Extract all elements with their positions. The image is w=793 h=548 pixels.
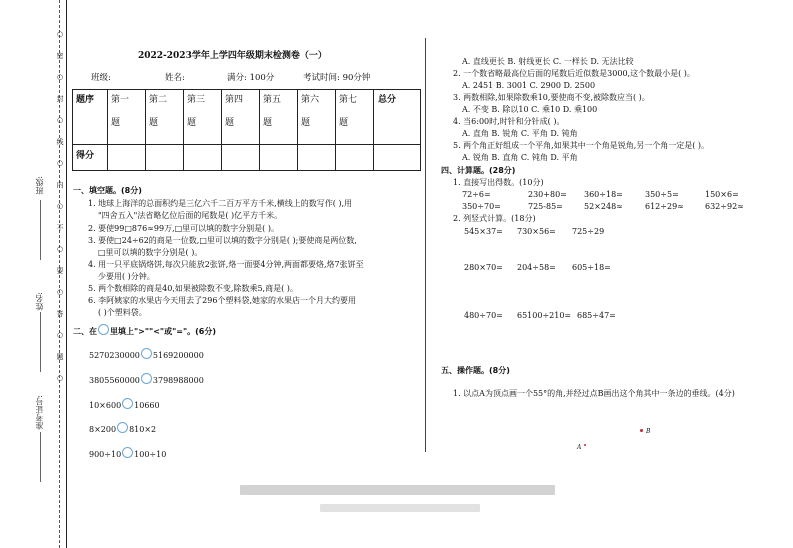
point-b-marker (640, 429, 643, 432)
q1-line2: "四舍五入"法省略亿位后面的尾数是( )亿平方千米。 (98, 211, 283, 220)
class-label: 班级: (91, 73, 111, 83)
score-table-col: 第三 题 (184, 90, 222, 145)
score-table-col: 第二 题 (146, 90, 184, 145)
section2-heading: 二、在 里填上">""<"或"="。(6分) (73, 324, 216, 337)
class-field-label: 班级: (35, 176, 44, 195)
q6-line1: 6. 李阿姨家的水果店今天用去了296个塑料袋,她家的水果店一个月大约要用 (88, 296, 356, 305)
vertical-calc-item: 280×70= (464, 263, 503, 272)
page-divider (425, 38, 426, 452)
compare-circle-input[interactable] (117, 422, 128, 433)
binding-solid-line (66, 0, 67, 548)
q1-line1: 1. 地球上海洋的总面积约是三亿六千二百万平方千米,横线上的数写作( ),用 (88, 199, 353, 208)
q1-options: A. 直线更长 B. 射线更长 C. 一样长 D. 无法比较 (462, 57, 634, 66)
vertical-calc-item: 685÷47= (577, 311, 616, 320)
compare-item: 10×600 10660 (89, 398, 160, 411)
blur-bar (240, 485, 555, 495)
vertical-calc-item: 725÷29 (572, 227, 605, 236)
point-b-label: B (646, 428, 651, 435)
choice-q5: 5. 两个角正好组成一个平角,如果其中一个角是锐角,另一个角一定是( )。 (453, 141, 710, 150)
clipped-row (89, 447, 209, 459)
compare-circle-input[interactable] (141, 373, 152, 384)
score-table-head: 题序 (73, 90, 108, 145)
q2-line: 2. 要使99□876≈99万,□里可以填的数字分别是( )。 (88, 224, 279, 233)
compare-circle-input[interactable] (122, 398, 133, 409)
score-row-head: 得分 (73, 145, 108, 171)
vertical-calc-item: 204÷58= (517, 263, 556, 272)
exam-title: 2022-2023学年上学四年级期末检测卷（一） (138, 51, 327, 61)
choice-q2-options: A. 2451 B. 3001 C. 2900 D. 2500 (462, 81, 596, 90)
seal-text: ○密○封○线○内○不○要○答○题○ (56, 30, 64, 396)
id-field-line[interactable] (40, 432, 41, 482)
calc-item: 72÷6= (462, 190, 491, 199)
choice-q2: 2. 一个数省略最高位后面的尾数后近似数是3000,这个数最小是( )。 (453, 69, 695, 78)
blurred-footer (240, 482, 560, 522)
blur-bar (320, 504, 480, 512)
operation-q1: 1. 以点A为顶点画一个55°的角,并经过点B画出这个角其中一条边的垂线。(4分) (453, 389, 735, 398)
calc-sub2: 2. 列竖式计算。(18分) (453, 214, 536, 223)
score-cell[interactable] (108, 145, 146, 171)
q4-line2: 少要用( )分钟。 (98, 272, 155, 281)
score-table (72, 89, 421, 171)
id-field-label: 准考证号: (35, 395, 44, 430)
score-table-total: 总分 (374, 90, 421, 145)
score-cell[interactable] (298, 145, 336, 171)
class-field-line[interactable] (40, 200, 41, 260)
q6-line2: ( )个塑料袋。 (98, 308, 147, 317)
section4-heading: 四、计算题。(28分) (441, 166, 516, 175)
compare-item: 5270230000 5169200000 (89, 348, 204, 361)
choice-q3-options: A. 不变 B. 除以10 C. 乘10 D. 乘100 (462, 105, 598, 114)
vertical-calc-item: 605÷18= (572, 263, 611, 272)
score-cell[interactable] (260, 145, 298, 171)
choice-q4: 4. 当6:00时,时针和分针成( )。 (453, 117, 565, 126)
calc-item: 230+80= (528, 190, 567, 199)
score-cell[interactable] (374, 145, 421, 171)
calc-item: 350÷70= (462, 202, 501, 211)
calc-item: 725-85= (528, 202, 563, 211)
compare-circle-icon (98, 324, 109, 335)
q5-line: 5. 两个数相除的商是40,如果被除数不变,除数乘5,商是( )。 (88, 284, 298, 293)
q3-line2: □里可以填的数字分别是( )。 (98, 248, 203, 257)
section5-heading: 五、操作题。(8分) (441, 366, 510, 375)
score-table-col: 第七 题 (336, 90, 374, 145)
score-cell[interactable] (222, 145, 260, 171)
vertical-calc-item: 730×56= (517, 227, 556, 236)
choice-q4-options: A. 直角 B. 锐角 C. 平角 D. 钝角 (462, 129, 578, 138)
score-table-col: 第四 题 (222, 90, 260, 145)
score-cell[interactable] (146, 145, 184, 171)
compare-item: 3805560000 3798988000 (89, 373, 204, 386)
name-field-label: 姓名: (35, 292, 44, 311)
score-table-col: 第六 题 (298, 90, 336, 145)
q3-line1: 3. 要使□24÷62的商是一位数,□里可以填的数字分别是( );要使商是两位数, (88, 236, 357, 245)
vertical-calc-item: 545×37= (464, 227, 503, 236)
score-table-col: 第一 题 (108, 90, 146, 145)
exam-time-label: 考试时间: 90分钟 (303, 73, 371, 83)
point-a-label: A (577, 444, 582, 451)
q4-line1: 4. 用一只平底锅烙饼,每次只能放2张饼,烙一面要4分钟,两面都要烙,烙7张饼至 (88, 260, 364, 269)
compare-circle-input[interactable] (122, 447, 133, 458)
score-cell[interactable] (336, 145, 374, 171)
name-label: 姓名: (165, 73, 185, 83)
calc-item: 632÷92≈ (705, 202, 744, 211)
calc-item: 360÷18= (584, 190, 623, 199)
name-field-line[interactable] (40, 312, 41, 372)
calc-item: 52×248≈ (584, 202, 623, 211)
score-table-col: 第五 题 (260, 90, 298, 145)
compare-item: 900÷10 100÷10 (89, 447, 166, 460)
calc-sub1: 1. 直接写出得数。(10分) (453, 178, 544, 187)
section1-heading: 一、填空题。(8分) (73, 186, 142, 195)
calc-item: 150×6= (705, 190, 739, 199)
point-a-marker (584, 444, 586, 446)
vertical-calc-item: 65100÷210= (517, 311, 572, 320)
choice-q3: 3. 两数相除,如果除数乘10,要使商不变,被除数应当( )。 (453, 93, 650, 102)
full-score-label: 满分: 100分 (227, 73, 275, 83)
choice-q5-options: A. 锐角 B. 直角 C. 钝角 D. 平角 (462, 153, 578, 162)
vertical-calc-item: 480÷70= (464, 311, 503, 320)
calc-item: 350÷5= (645, 190, 679, 199)
calc-item: 612÷29≈ (645, 202, 684, 211)
score-cell[interactable] (184, 145, 222, 171)
compare-circle-input[interactable] (141, 348, 152, 359)
compare-item: 8×200 810×2 (89, 422, 156, 435)
